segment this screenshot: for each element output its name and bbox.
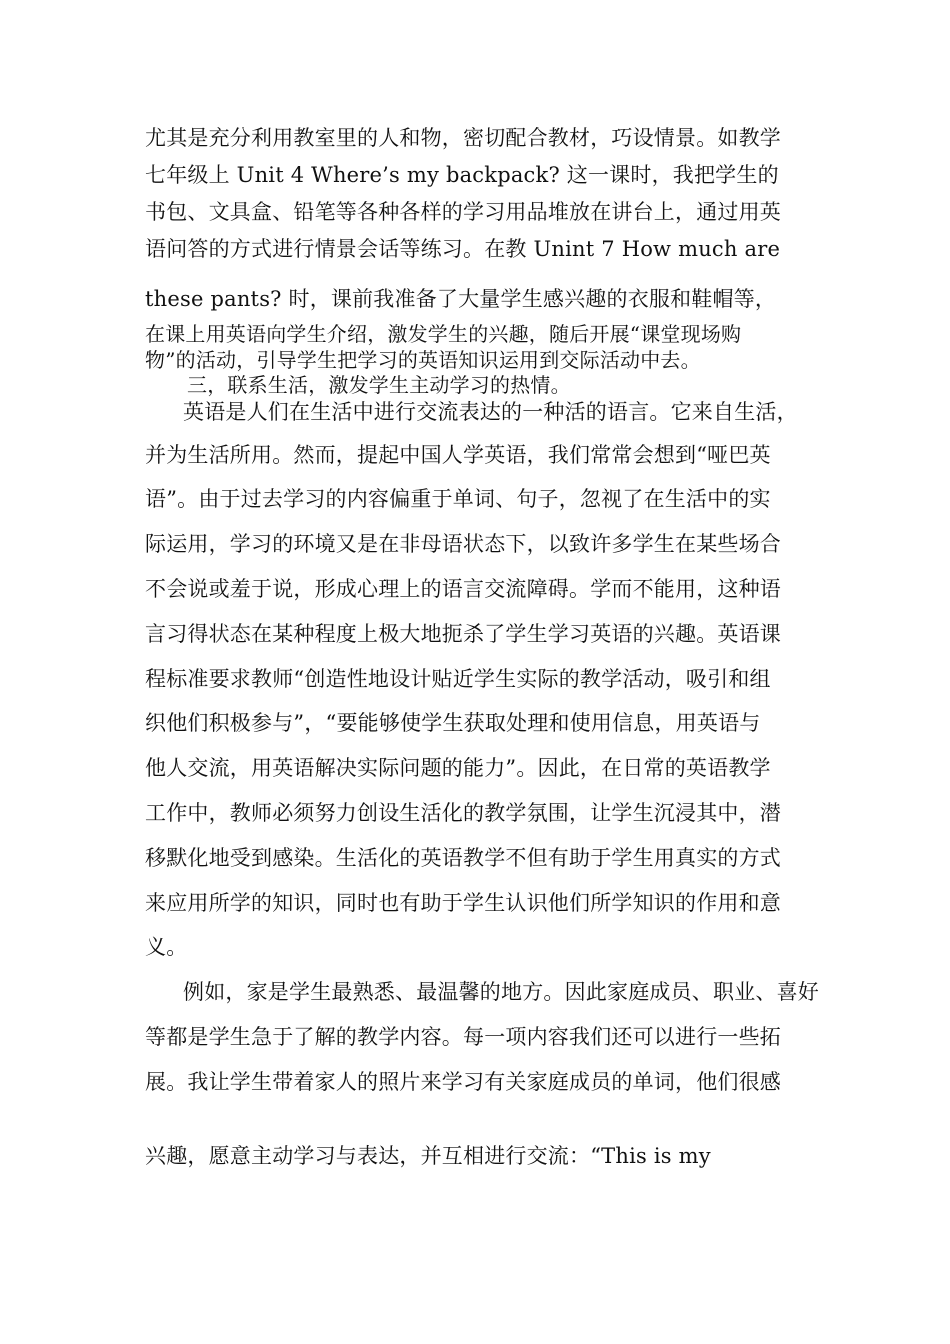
text-line: 义。 bbox=[145, 935, 188, 959]
paragraph-first-line: 例如，家是学生最熟悉、最温馨的地方。因此家庭成员、职业、喜好 bbox=[183, 980, 819, 1004]
text-line: 不会说或羞于说，形成心理上的语言交流障碍。学而不能用，这种语 bbox=[145, 577, 781, 601]
text-line: 织他们积极参与”，“要能够使学生获取处理和使用信息，用英语与 bbox=[145, 711, 761, 735]
text-line: 他人交流，用英语解决实际问题的能力”。因此，在日常的英语教学 bbox=[145, 756, 771, 780]
text-line: 展。我让学生带着家人的照片来学习有关家庭成员的单词，他们很感 bbox=[145, 1070, 781, 1094]
text-line: 移默化地受到感染。生活化的英语教学不但有助于学生用真实的方式 bbox=[145, 846, 781, 870]
text-line: 物”的活动，引导学生把学习的英语知识运用到交际活动中去。 bbox=[145, 348, 701, 372]
text-line: 尤其是充分利用教室里的人和物，密切配合教材，巧设情景。如教学 bbox=[145, 126, 781, 150]
paragraph-first-line: 英语是人们在生活中进行交流表达的一种活的语言。它来自生活， bbox=[183, 400, 798, 424]
text-line: 工作中，教师必须努力创设生活化的教学氛围，让学生沉浸其中，潜 bbox=[145, 801, 781, 825]
text-line: 言习得状态在某种程度上极大地扼杀了学生学习英语的兴趣。英语课 bbox=[145, 622, 781, 646]
text-line: 七年级上 Unit 4 Where’s my backpack? 这一课时，我把学生的 bbox=[145, 163, 779, 187]
text-line: 际运用，学习的环境又是在非母语状态下，以致许多学生在某些场合 bbox=[145, 532, 781, 556]
text-line: 语”。由于过去学习的内容偏重于单词、句子，忽视了在生活中的实 bbox=[145, 487, 771, 511]
text-line: 并为生活所用。然而，提起中国人学英语，我们常常会想到“哑巴英 bbox=[145, 443, 771, 467]
text-line: 在课上用英语向学生介绍，激发学生的兴趣，随后开展“课堂现场购 bbox=[145, 322, 742, 346]
section-heading: 三，联系生活，激发学生主动学习的热情。 bbox=[187, 373, 571, 397]
text-line: these pants? 时，课前我准备了大量学生感兴趣的衣服和鞋帽等， bbox=[145, 287, 777, 311]
text-line: 语问答的方式进行情景会话等练习。在教 Unint 7 How much are bbox=[145, 237, 781, 261]
text-line: 程标准要求教师“创造性地设计贴近学生实际的教学活动，吸引和组 bbox=[145, 667, 771, 691]
text-line: 等都是学生急于了解的教学内容。每一项内容我们还可以进行一些拓 bbox=[145, 1025, 781, 1049]
text-line: 书包、文具盒、铅笔等各种各样的学习用品堆放在讲台上，通过用英 bbox=[145, 200, 781, 224]
text-line: 来应用所学的知识，同时也有助于学生认识他们所学知识的作用和意 bbox=[145, 891, 781, 915]
text-line: 兴趣，愿意主动学习与表达，并互相进行交流：“This is my bbox=[145, 1144, 711, 1168]
